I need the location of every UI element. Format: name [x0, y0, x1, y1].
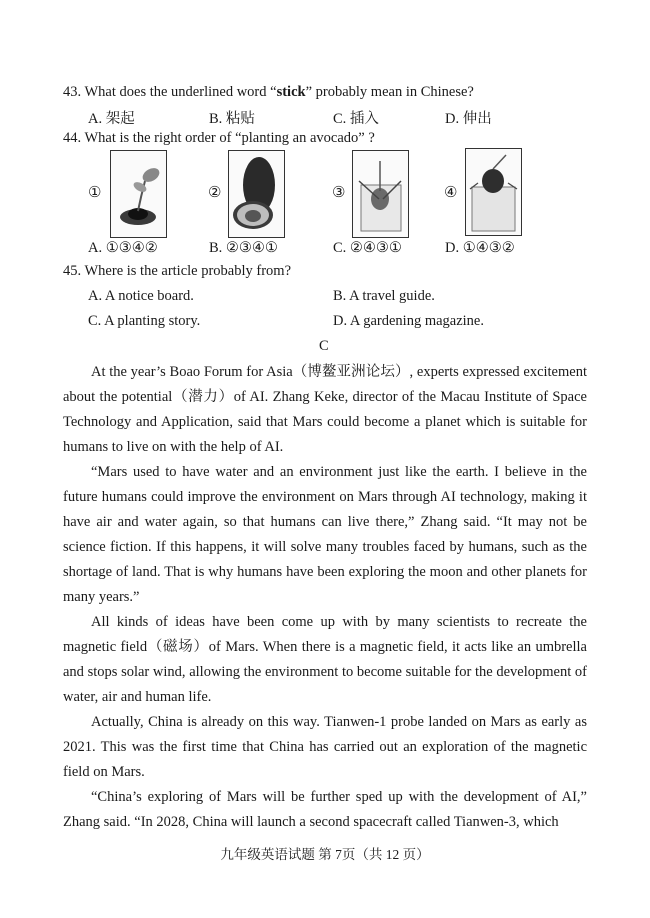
- paragraph-2: “Mars used to have water and an environment just like the earth. I believe in the future humans could improve the environment on Mars through AI technology, making it have air and water again, so that humans can live there,” Zhang said. “It may not be science fiction. If this happens, it will solve many troubles faced by humans, such as the shortage of land. That is why humans have been exploring the moon and other planets for many years.”: [63, 464, 587, 605]
- section-title: C: [319, 338, 329, 354]
- avocado-glass-water-image: [465, 148, 522, 236]
- q43-stem-word: stick: [276, 84, 306, 100]
- question-44-stem: 44. What is the right order of “planting an avocado” ?: [63, 130, 375, 146]
- avocado-cut-image: [228, 150, 285, 238]
- q43-option-d[interactable]: D. 伸出: [445, 111, 492, 127]
- q45-option-b[interactable]: B. A travel guide.: [333, 288, 435, 304]
- paragraph-5: “China’s exploring of Mars will be further sped up with the development of AI,” Zhang said. “In 2028, China will launch a second spacecraft called Tianwen-3, which: [63, 789, 587, 830]
- q43-option-a[interactable]: A. 架起: [88, 111, 135, 127]
- avocado-in-glass-image: [352, 150, 409, 238]
- pic-label-2: ②: [208, 185, 222, 201]
- q44-option-b[interactable]: B. ②③④①: [209, 240, 278, 256]
- question-45-stem: 45. Where is the article probably from?: [63, 263, 292, 279]
- q43-stem-pre: 43. What does the underlined word “: [63, 84, 277, 100]
- pic-label-1: ①: [88, 185, 102, 201]
- page-footer: 九年级英语试题 第 7页（共 12 页）: [220, 847, 430, 862]
- q45-option-d[interactable]: D. A gardening magazine.: [333, 313, 484, 329]
- q43-option-c[interactable]: C. 插入: [333, 111, 379, 127]
- question-43-stem: [63, 84, 474, 101]
- q44-option-a[interactable]: A. ①③④②: [88, 240, 158, 256]
- avocado-seed-sprout-image: [110, 150, 167, 238]
- q44-option-c[interactable]: C. ②④③①: [333, 240, 402, 256]
- q43-option-b[interactable]: B. 粘贴: [209, 111, 255, 127]
- paragraph-4: Actually, China is already on this way. Tianwen-1 probe landed on Mars as early as 2021. This was the first time that China has carried out an exploration of the magnetic field on Mars.: [63, 714, 587, 780]
- q45-option-a[interactable]: A. A notice board.: [88, 288, 194, 304]
- pic-label-4: ④: [444, 185, 458, 201]
- q44-option-d[interactable]: D. ①④③②: [445, 240, 515, 256]
- pic-label-3: ③: [332, 185, 346, 201]
- paragraph-1: At the year’s Boao Forum for Asia（博鳌亚洲论坛）, experts expressed excitement about the potential（潜力）of AI. Zhang Keke, director of the Macau Institute of Space Technology and Application, said that Mars could become a planet which is suitable for humans to live on with the help of AI.: [63, 364, 587, 455]
- q43-stem-post: ” probably mean in Chinese?: [305, 84, 474, 100]
- q45-option-c[interactable]: C. A planting story.: [88, 313, 201, 329]
- paragraph-3: All kinds of ideas have been come up with by many scientists to recreate the magnetic field（磁场）of Mars. When there is a magnetic field, it acts like an umbrella and stops solar wind, allowing the environment to become suitable for the development of water, air and human life.: [63, 614, 587, 705]
- passage-c: [63, 360, 587, 835]
